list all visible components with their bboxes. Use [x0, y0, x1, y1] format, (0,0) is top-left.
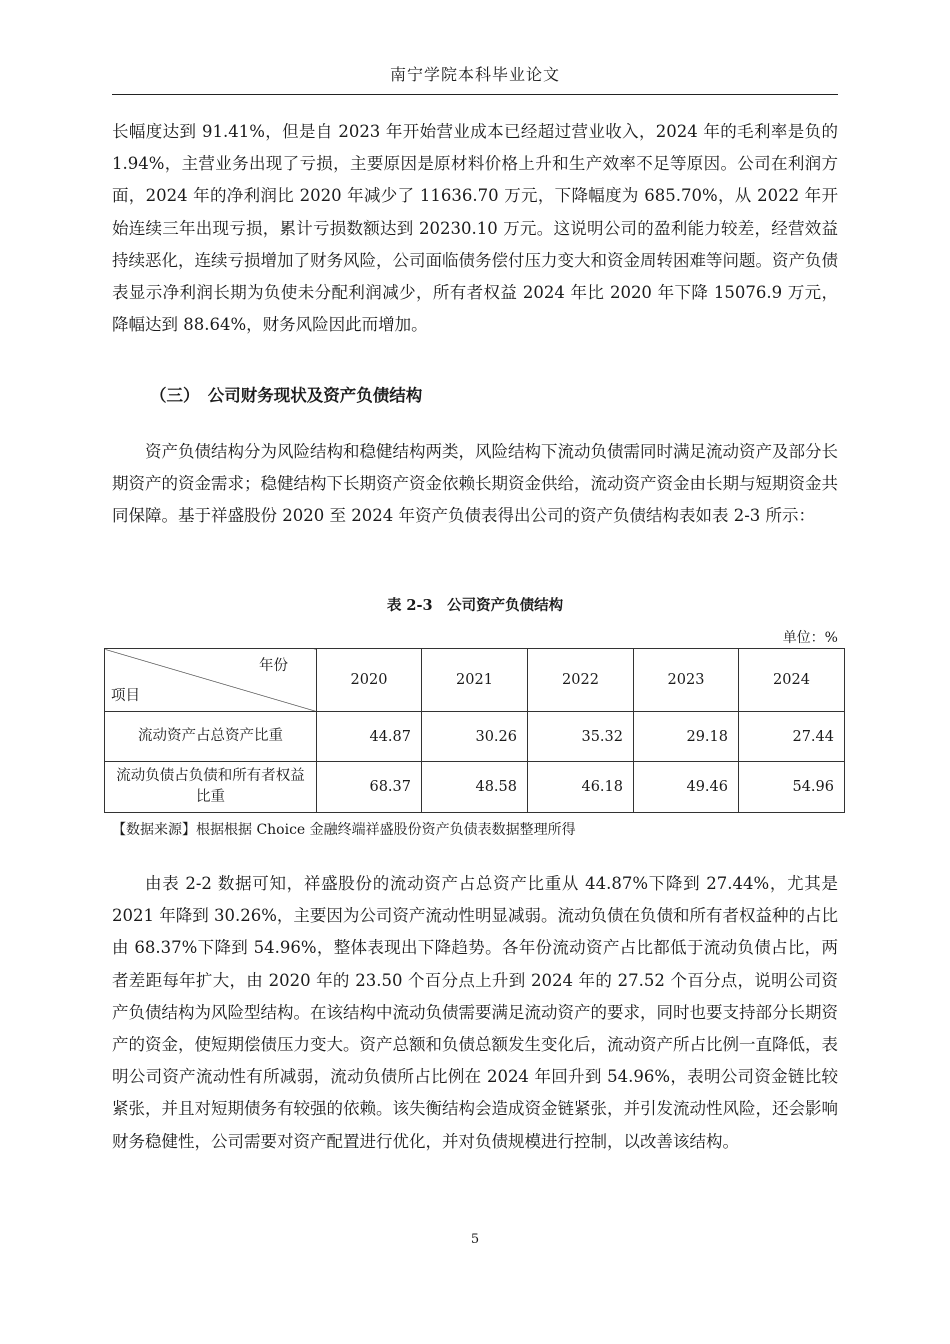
table-cell: 46.18 [528, 762, 634, 813]
page-number: 5 [470, 1232, 480, 1247]
table-cell: 30.26 [422, 712, 528, 762]
year-header: 2023 [634, 649, 739, 712]
data-source-note: 【数据来源】根据根据 Choice 金融终端祥盛股份资产负债表数据整理所得 [112, 822, 576, 838]
table-cell: 68.37 [317, 762, 422, 813]
paragraph-profit-analysis: 长幅度达到 91.41%，但是自 2023 年开始营业成本已经超过营业收入，2024 年的毛利率是负的 1.94%，主营业务出现了亏损，主要原因是原材料价格上升和生产效率不足等原因。公司在利润方面，2024 年的净利润比 2020 年减少了 11636.70 万元，下降幅度为 685.70%，从 2022 年开始连续三年出现亏损，累计亏损数额达到 20230.10 万元。这说明公司的盈利能力较差，经营效益持续恶化，连续亏损增加了财务风险，公司面临债务偿付压力变大和资金周转困难等问题。资产负债表显示净利润长期为负使未分配利润减少，所有者权益 2024 年比 2020 年下降 15076.9 万元，降幅达到 88.64%，财务风险因此而增加。 [112, 122, 838, 335]
header-rule [112, 94, 838, 95]
year-header: 2021 [422, 649, 528, 712]
year-header: 2022 [528, 649, 634, 712]
table-cell: 48.58 [422, 762, 528, 813]
table-cell: 44.87 [317, 712, 422, 762]
header-year-label: 年份 [259, 658, 288, 674]
table-cell: 27.44 [739, 712, 845, 762]
table-cell: 49.46 [634, 762, 739, 813]
section-heading: （三） 公司财务现状及资产负债结构 [150, 386, 423, 405]
table-row [105, 762, 845, 813]
table-cell: 29.18 [634, 712, 739, 762]
year-header: 2020 [317, 649, 422, 712]
table-unit: 单位：% [782, 630, 838, 646]
header-item-label: 项目 [111, 688, 140, 704]
row-label: 流动负债占负债和所有者权益比重 [105, 762, 317, 813]
paragraph-structure-intro: 资产负债结构分为风险结构和稳健结构两类，风险结构下流动负债需同时满足流动资产及部分长期资产的资金需求；稳健结构下长期资产资金依赖长期资金供给，流动资产资金由长期与短期资金共同保障。基于祥盛股份 2020 至 2024 年资产负债表得出公司的资产负债结构表如表 2-3 所示： [112, 442, 838, 526]
table-cell: 54.96 [739, 762, 845, 813]
year-header: 2024 [739, 649, 845, 712]
table-corner-cell [105, 649, 317, 712]
row-label: 流动资产占总资产比重 [105, 712, 317, 762]
table-row [105, 712, 845, 762]
page-header: 南宁学院本科毕业论文 [389, 65, 560, 84]
table-caption: 表 2-3 公司资产负债结构 [386, 597, 564, 614]
table-header-row [105, 649, 845, 712]
asset-liability-structure-table [104, 648, 845, 813]
table-cell: 35.32 [528, 712, 634, 762]
paragraph-structure-analysis: 由表 2-2 数据可知，祥盛股份的流动资产占总资产比重从 44.87%下降到 27.44%，尤其是 2021 年降到 30.26%，主要因为公司资产流动性明显减弱。流动负债在负债和所有者权益种的占比由 68.37%下降到 54.96%，整体表现出下降趋势。各年份流动资产占比都低于流动负债占比，两者差距每年扩大，由 2020 年的 23.50 个百分点上升到 2024 年的 27.52 个百分点，说明公司资产负债结构为风险型结构。在该结构中流动负债需要满足流动资产的要求，同时也要支持部分长期资产的资金，使短期偿债压力变大。资产总额和负债总额发生变化后，流动资产所占比例一直降低，表明公司资产流动性有所减弱，流动负债所占比例在 2024 年回升到 54.96%，表明公司资金链比较紧张，并且对短期债务有较强的依赖。该失衡结构会造成资金链紧张，并引发流动性风险，还会影响财务稳健性，公司需要对资产配置进行优化，并对负债规模进行控制，以改善该结构。 [112, 874, 838, 1151]
